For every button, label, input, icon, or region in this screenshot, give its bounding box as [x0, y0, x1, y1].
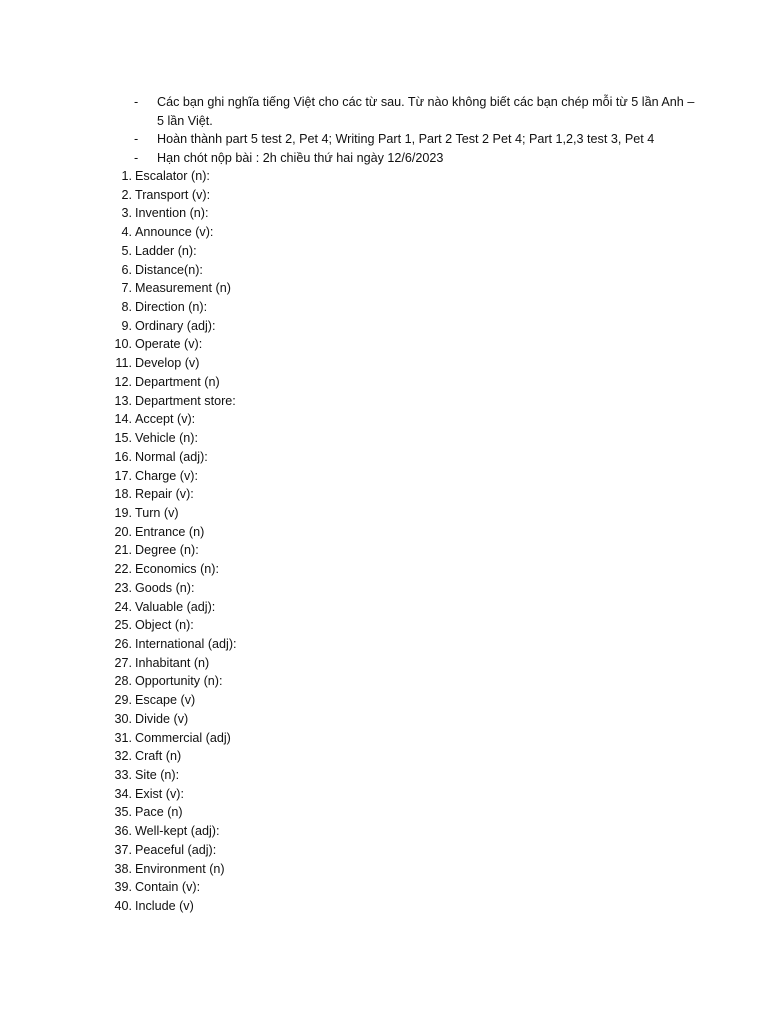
- item-number: 27.: [114, 655, 132, 670]
- vocabulary-item: [110, 710, 510, 729]
- vocabulary-item: [110, 541, 510, 560]
- item-number: 14.: [114, 412, 132, 427]
- item-number: 20.: [114, 524, 132, 539]
- item-text: Escalator (n):: [135, 169, 210, 183]
- bullet-dash: -: [134, 132, 139, 147]
- item-number: 29.: [114, 693, 132, 708]
- item-text: Accept (v):: [135, 412, 196, 427]
- instruction-item: [134, 130, 704, 149]
- item-number: 38.: [114, 861, 132, 876]
- vocabulary-item: [110, 167, 510, 186]
- item-number: 7.: [121, 281, 132, 296]
- item-text: Ladder (n):: [135, 243, 197, 258]
- item-number: 17.: [114, 468, 132, 483]
- vocabulary-item: [110, 392, 510, 411]
- item-text: Transport (v):: [135, 187, 211, 202]
- item-number: 40.: [114, 899, 132, 914]
- item-text: Repair (v):: [135, 487, 194, 502]
- instruction-item: [134, 93, 704, 130]
- item-text: Department (n): [135, 374, 220, 389]
- vocabulary-list: [110, 167, 510, 916]
- vocabulary-item: [110, 897, 510, 916]
- item-number: 32.: [114, 749, 132, 764]
- item-number: 1.: [121, 169, 132, 183]
- vocabulary-item: [110, 504, 510, 523]
- vocabulary-item: [110, 841, 510, 860]
- item-text: Announce (v):: [135, 225, 214, 240]
- item-number: 26.: [114, 636, 132, 651]
- instruction-text: Hoàn thành part 5 test 2, Pet 4; Writing Part 1, Part 2 Test 2 Pet 4; Part 1,2,3 test 3, Pet 4: [157, 132, 655, 147]
- vocabulary-item: [110, 635, 510, 654]
- item-text: Goods (n):: [135, 580, 195, 595]
- vocabulary-item: [110, 672, 510, 691]
- item-number: 11.: [115, 356, 132, 371]
- item-number: 25.: [114, 618, 132, 633]
- instruction-text: Hạn chót nộp bài : 2h chiều thứ hai ngày 12/6/2023: [157, 150, 444, 165]
- vocabulary-item: [110, 560, 510, 579]
- item-text: Direction (n):: [135, 300, 208, 315]
- instruction-text: Các bạn ghi nghĩa tiếng Việt cho các từ sau. Từ nào không biết các bạn chép mỗi từ 5 lần Anh – 5 lần Việt.: [157, 95, 695, 128]
- item-text: Vehicle (n):: [135, 431, 198, 446]
- item-number: 4.: [121, 225, 132, 240]
- item-text: Pace (n): [135, 805, 183, 820]
- item-number: 9.: [121, 318, 132, 333]
- instruction-item: [134, 149, 704, 168]
- vocabulary-item: [110, 616, 510, 635]
- item-text: Develop (v): [135, 356, 200, 371]
- item-number: 22.: [114, 562, 132, 577]
- vocabulary-item: [110, 803, 510, 822]
- item-text: Opportunity (n):: [135, 674, 223, 689]
- item-number: 36.: [114, 824, 132, 839]
- item-number: 5.: [121, 243, 132, 258]
- item-text: Exist (v):: [135, 786, 184, 801]
- item-text: Normal (adj):: [135, 449, 208, 464]
- item-number: 35.: [114, 805, 132, 820]
- item-number: 2.: [121, 187, 132, 202]
- item-text: Include (v): [135, 899, 194, 914]
- vocabulary-item: [110, 242, 510, 261]
- item-text: Operate (v):: [135, 337, 203, 352]
- vocabulary-item: [110, 261, 510, 280]
- vocabulary-item: [110, 598, 510, 617]
- item-text: Escape (v): [135, 693, 196, 708]
- vocabulary-item: [110, 729, 510, 748]
- item-text: Department store:: [135, 393, 236, 408]
- vocabulary-item: [110, 429, 510, 448]
- item-number: 12.: [114, 374, 132, 389]
- item-text: Measurement (n): [135, 281, 231, 296]
- item-text: Ordinary (adj):: [135, 318, 216, 333]
- item-text: Craft (n): [135, 749, 182, 764]
- item-text: Divide (v): [135, 711, 189, 726]
- item-number: 13.: [114, 393, 132, 408]
- item-number: 37.: [114, 842, 132, 857]
- vocabulary-item: [110, 860, 510, 879]
- vocabulary-item: [110, 747, 510, 766]
- item-text: Peaceful (adj):: [135, 842, 217, 857]
- item-number: 3.: [121, 206, 132, 221]
- vocabulary-item: [110, 298, 510, 317]
- vocabulary-item: [110, 691, 510, 710]
- item-text: Well-kept (adj):: [135, 824, 220, 839]
- vocabulary-item: [110, 410, 510, 429]
- item-number: 19.: [114, 505, 132, 520]
- item-text: Environment (n): [135, 861, 225, 876]
- item-number: 6.: [121, 262, 132, 277]
- item-number: 23.: [114, 580, 132, 595]
- vocabulary-item: [110, 485, 510, 504]
- vocabulary-item: [110, 223, 510, 242]
- item-number: 16.: [114, 449, 132, 464]
- vocabulary-item: [110, 354, 510, 373]
- item-number: 33.: [114, 768, 132, 782]
- item-text: Charge (v):: [135, 468, 198, 483]
- item-number: 34.: [114, 786, 132, 801]
- vocabulary-item: [110, 335, 510, 354]
- item-number: 8.: [121, 300, 132, 315]
- item-text: Contain (v):: [135, 880, 201, 895]
- vocabulary-item: [110, 467, 510, 486]
- vocabulary-item: [110, 878, 510, 897]
- vocabulary-item: [110, 279, 510, 298]
- vocabulary-item: [110, 523, 510, 542]
- bullet-dash: -: [134, 95, 139, 109]
- item-text: Valuable (adj):: [135, 599, 216, 614]
- item-text: Invention (n):: [135, 206, 209, 221]
- vocabulary-item: [110, 448, 510, 467]
- vocabulary-item: [110, 186, 510, 205]
- item-number: 24.: [114, 599, 132, 614]
- item-number: 39.: [114, 880, 132, 895]
- item-text: Site (n):: [135, 768, 180, 782]
- item-text: Inhabitant (n): [135, 655, 210, 670]
- item-text: Entrance (n): [135, 524, 205, 539]
- item-number: 18.: [114, 487, 132, 502]
- item-number: 31.: [114, 730, 132, 745]
- item-number: 15.: [114, 431, 132, 446]
- vocabulary-item: [110, 373, 510, 392]
- vocabulary-item: [110, 785, 510, 804]
- vocabulary-item: [110, 822, 510, 841]
- item-text: International (adj):: [135, 636, 237, 651]
- item-text: Economics (n):: [135, 562, 219, 577]
- item-text: Commercial (adj): [135, 730, 231, 745]
- vocabulary-item: [110, 654, 510, 673]
- item-text: Turn (v): [135, 505, 179, 520]
- instruction-list: [134, 93, 704, 167]
- vocabulary-item: [110, 317, 510, 336]
- vocabulary-item: [110, 204, 510, 223]
- vocabulary-item: [110, 579, 510, 598]
- item-number: 30.: [114, 711, 132, 726]
- item-number: 21.: [114, 543, 132, 558]
- item-text: Distance(n):: [135, 262, 203, 277]
- item-number: 10.: [114, 337, 132, 352]
- item-number: 28.: [114, 674, 132, 689]
- vocabulary-item: [110, 766, 510, 785]
- item-text: Object (n):: [135, 618, 194, 633]
- item-text: Degree (n):: [135, 543, 199, 558]
- bullet-dash: -: [134, 150, 139, 165]
